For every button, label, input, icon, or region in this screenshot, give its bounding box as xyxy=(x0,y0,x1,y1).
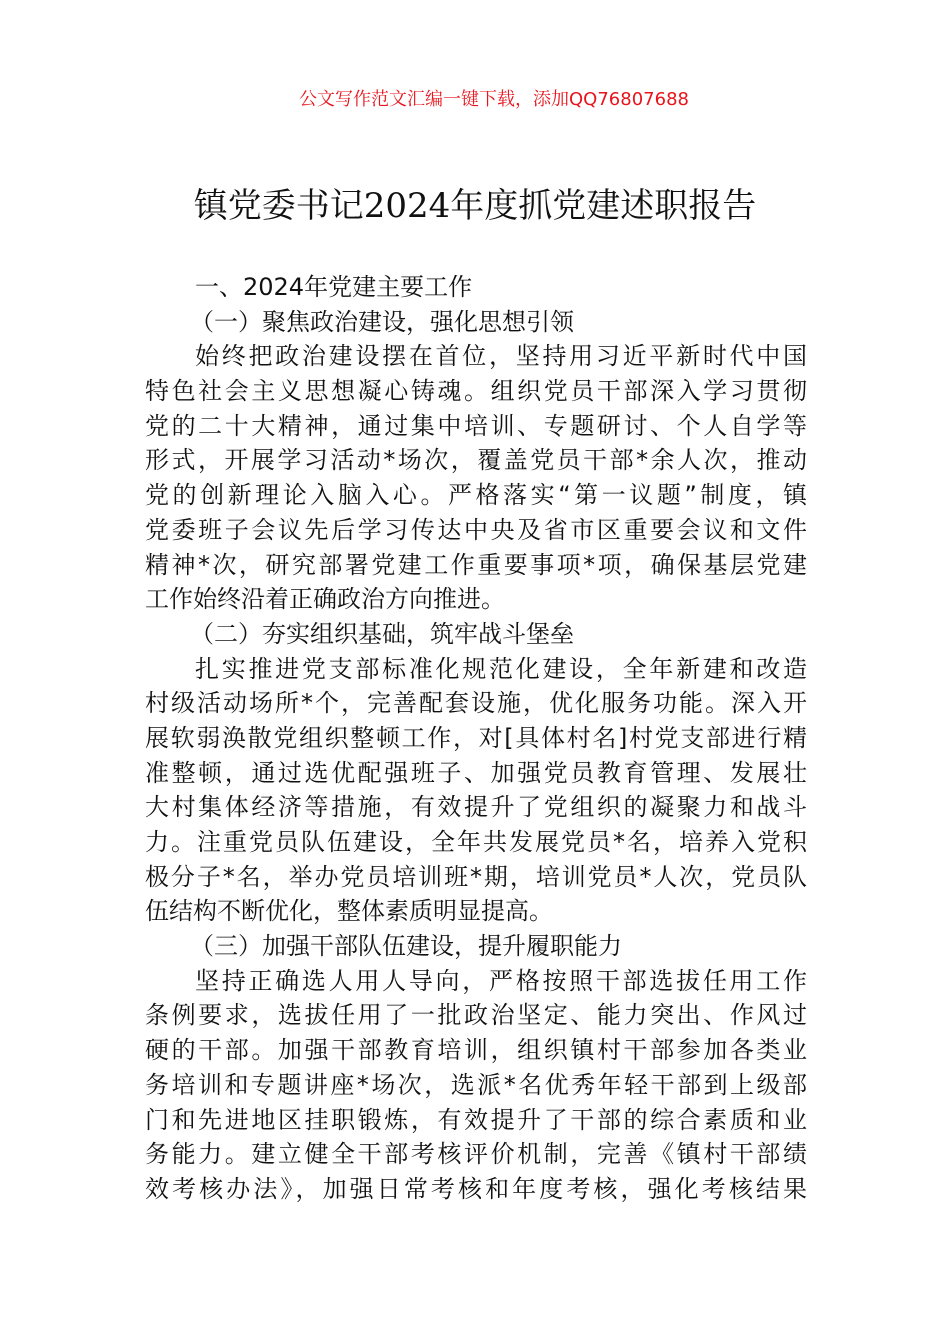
text-line: 党的二十大精神，通过集中培训、专题研讨、个人自学等 xyxy=(145,411,807,440)
text-line: 工作始终沿着正确政治方向推进。 xyxy=(145,585,505,614)
text-line: 村级活动场所*个，完善配套设施，优化服务功能。深入开 xyxy=(145,689,807,718)
text-line: 形式，开展学习活动*场次，覆盖党员干部*余人次，推动 xyxy=(145,446,807,475)
text-line: 务培训和专题讲座*场次，选派*名优秀年轻干部到上级部 xyxy=(145,1070,807,1099)
paragraph xyxy=(145,964,807,1207)
paragraph xyxy=(145,652,807,930)
text-line: 务能力。建立健全干部考核评价机制，完善《镇村干部绩 xyxy=(145,1140,807,1169)
document-body xyxy=(145,270,807,1207)
text-line: 特色社会主义思想凝心铸魂。组织党员干部深入学习贯彻 xyxy=(145,377,807,406)
subsection-heading: （二）夯实组织基础，筑牢战斗堡垒 xyxy=(190,619,574,648)
text-line: 准整顿，通过选优配强班子、加强党员教育管理、发展壮 xyxy=(145,758,807,787)
text-line: 效考核办法》，加强日常考核和年度考核，强化考核结果 xyxy=(145,1174,807,1203)
text-line: 力。注重党员队伍建设，全年共发展党员*名，培养入党积 xyxy=(145,828,807,856)
text-line: 展软弱涣散党组织整顿工作，对[具体村名]村党支部进行精 xyxy=(145,723,807,752)
section-heading: 一、2024年党建主要工作 xyxy=(195,273,473,301)
text-line: 大村集体经济等措施，有效提升了党组织的凝聚力和战斗 xyxy=(145,793,807,822)
document-title: 镇党委书记2024年度抓党建述职报告 xyxy=(193,186,757,226)
text-line: 伍结构不断优化，整体素质明显提高。 xyxy=(145,897,553,926)
download-note-link[interactable]: 公文写作范文汇编一键下载，添加QQ76807688 xyxy=(299,89,689,110)
text-line: 党委班子会议先后学习传达中央及省市区重要会议和文件 xyxy=(145,515,807,544)
text-line: 坚持正确选人用人导向，严格按照干部选拔任用工作 xyxy=(195,966,807,995)
text-line: 党的创新理论入脑入心。严格落实“第一议题”制度，镇 xyxy=(145,481,807,510)
text-line: 精神*次，研究部署党建工作重要事项*项，确保基层党建 xyxy=(145,550,807,579)
paragraph xyxy=(145,339,807,617)
subsection-heading: （一）聚焦政治建设，强化思想引领 xyxy=(190,307,574,336)
text-line: 始终把政治建设摆在首位，坚持用习近平新时代中国 xyxy=(195,342,807,371)
text-line: 门和先进地区挂职锻炼，有效提升了干部的综合素质和业 xyxy=(145,1105,807,1134)
text-line: 硬的干部。加强干部教育培训，组织镇村干部参加各类业 xyxy=(145,1036,807,1065)
text-line: 极分子*名，举办党员培训班*期，培训党员*人次，党员队 xyxy=(145,862,807,891)
text-line: 条例要求，选拔任用了一批政治坚定、能力突出、作风过 xyxy=(145,1001,807,1030)
text-line: 扎实推进党支部标准化规范化建设，全年新建和改造 xyxy=(195,654,807,683)
subsection-heading: （三）加强干部队伍建设，提升履职能力 xyxy=(190,932,622,961)
